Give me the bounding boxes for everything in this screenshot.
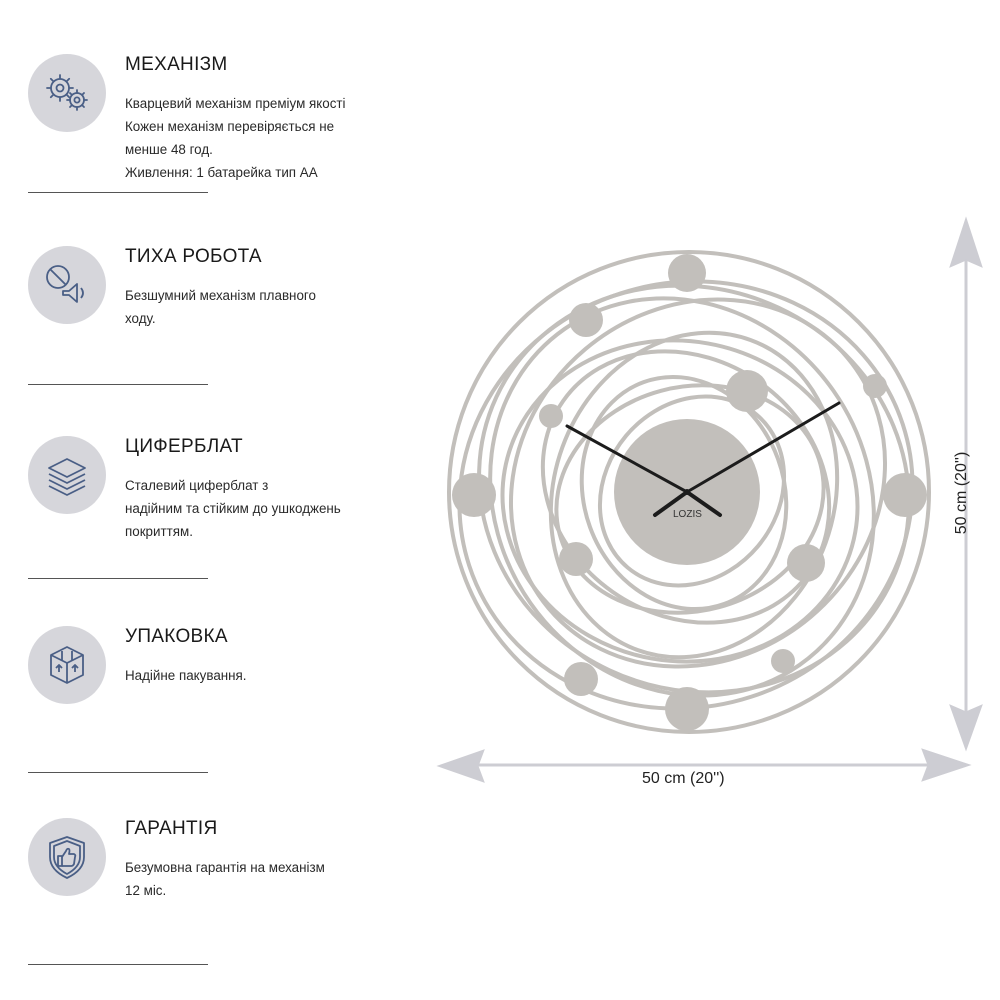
brand-logo: LOZIS [673,509,702,520]
feature-description [125,664,247,687]
description-line: Надійне пакування. [125,668,247,683]
gears-icon [28,54,106,132]
feature-description [125,284,316,330]
height-label: 50 cm (20'') [953,451,970,535]
width-label: 50 cm (20'') [642,770,725,787]
package-box-icon [28,626,106,704]
feature-description [125,92,346,184]
divider [28,384,208,385]
product-image [436,215,1000,795]
description-line: Живлення: 1 батарейка тип АА [125,165,318,180]
divider [28,772,208,773]
feature-title: УПАКОВКА [125,626,228,647]
silent-speaker-icon [28,246,106,324]
divider [28,192,208,193]
feature-title: МЕХАНІЗМ [125,54,228,75]
feature-description [125,856,325,902]
feature-title: ГАРАНТІЯ [125,818,218,839]
description-line: покриттям. [125,524,193,539]
description-line: надійним та стійким до ушкоджень [125,501,341,516]
feature-title: ТИХА РОБОТА [125,246,262,267]
description-line: Кожен механізм перевіряється не [125,119,335,134]
description-line: Безшумний механізм плавного [125,288,316,303]
description-line: ходу. [125,311,156,326]
shield-thumbs-up-icon [28,818,106,896]
description-line: Сталевий циферблат з [125,478,269,493]
description-line: 12 міс. [125,883,167,898]
feature-description [125,474,341,543]
layers-icon [28,436,106,514]
description-line: Кварцевий механізм преміум якості [125,96,346,111]
description-line: Безумовна гарантія на механізм [125,860,325,875]
divider [28,578,208,579]
description-line: менше 48 год. [125,142,213,157]
divider [28,964,208,965]
clock-hands-pin [684,489,690,495]
clock-illustration [436,215,1000,795]
feature-title: ЦИФЕРБЛАТ [125,436,243,457]
